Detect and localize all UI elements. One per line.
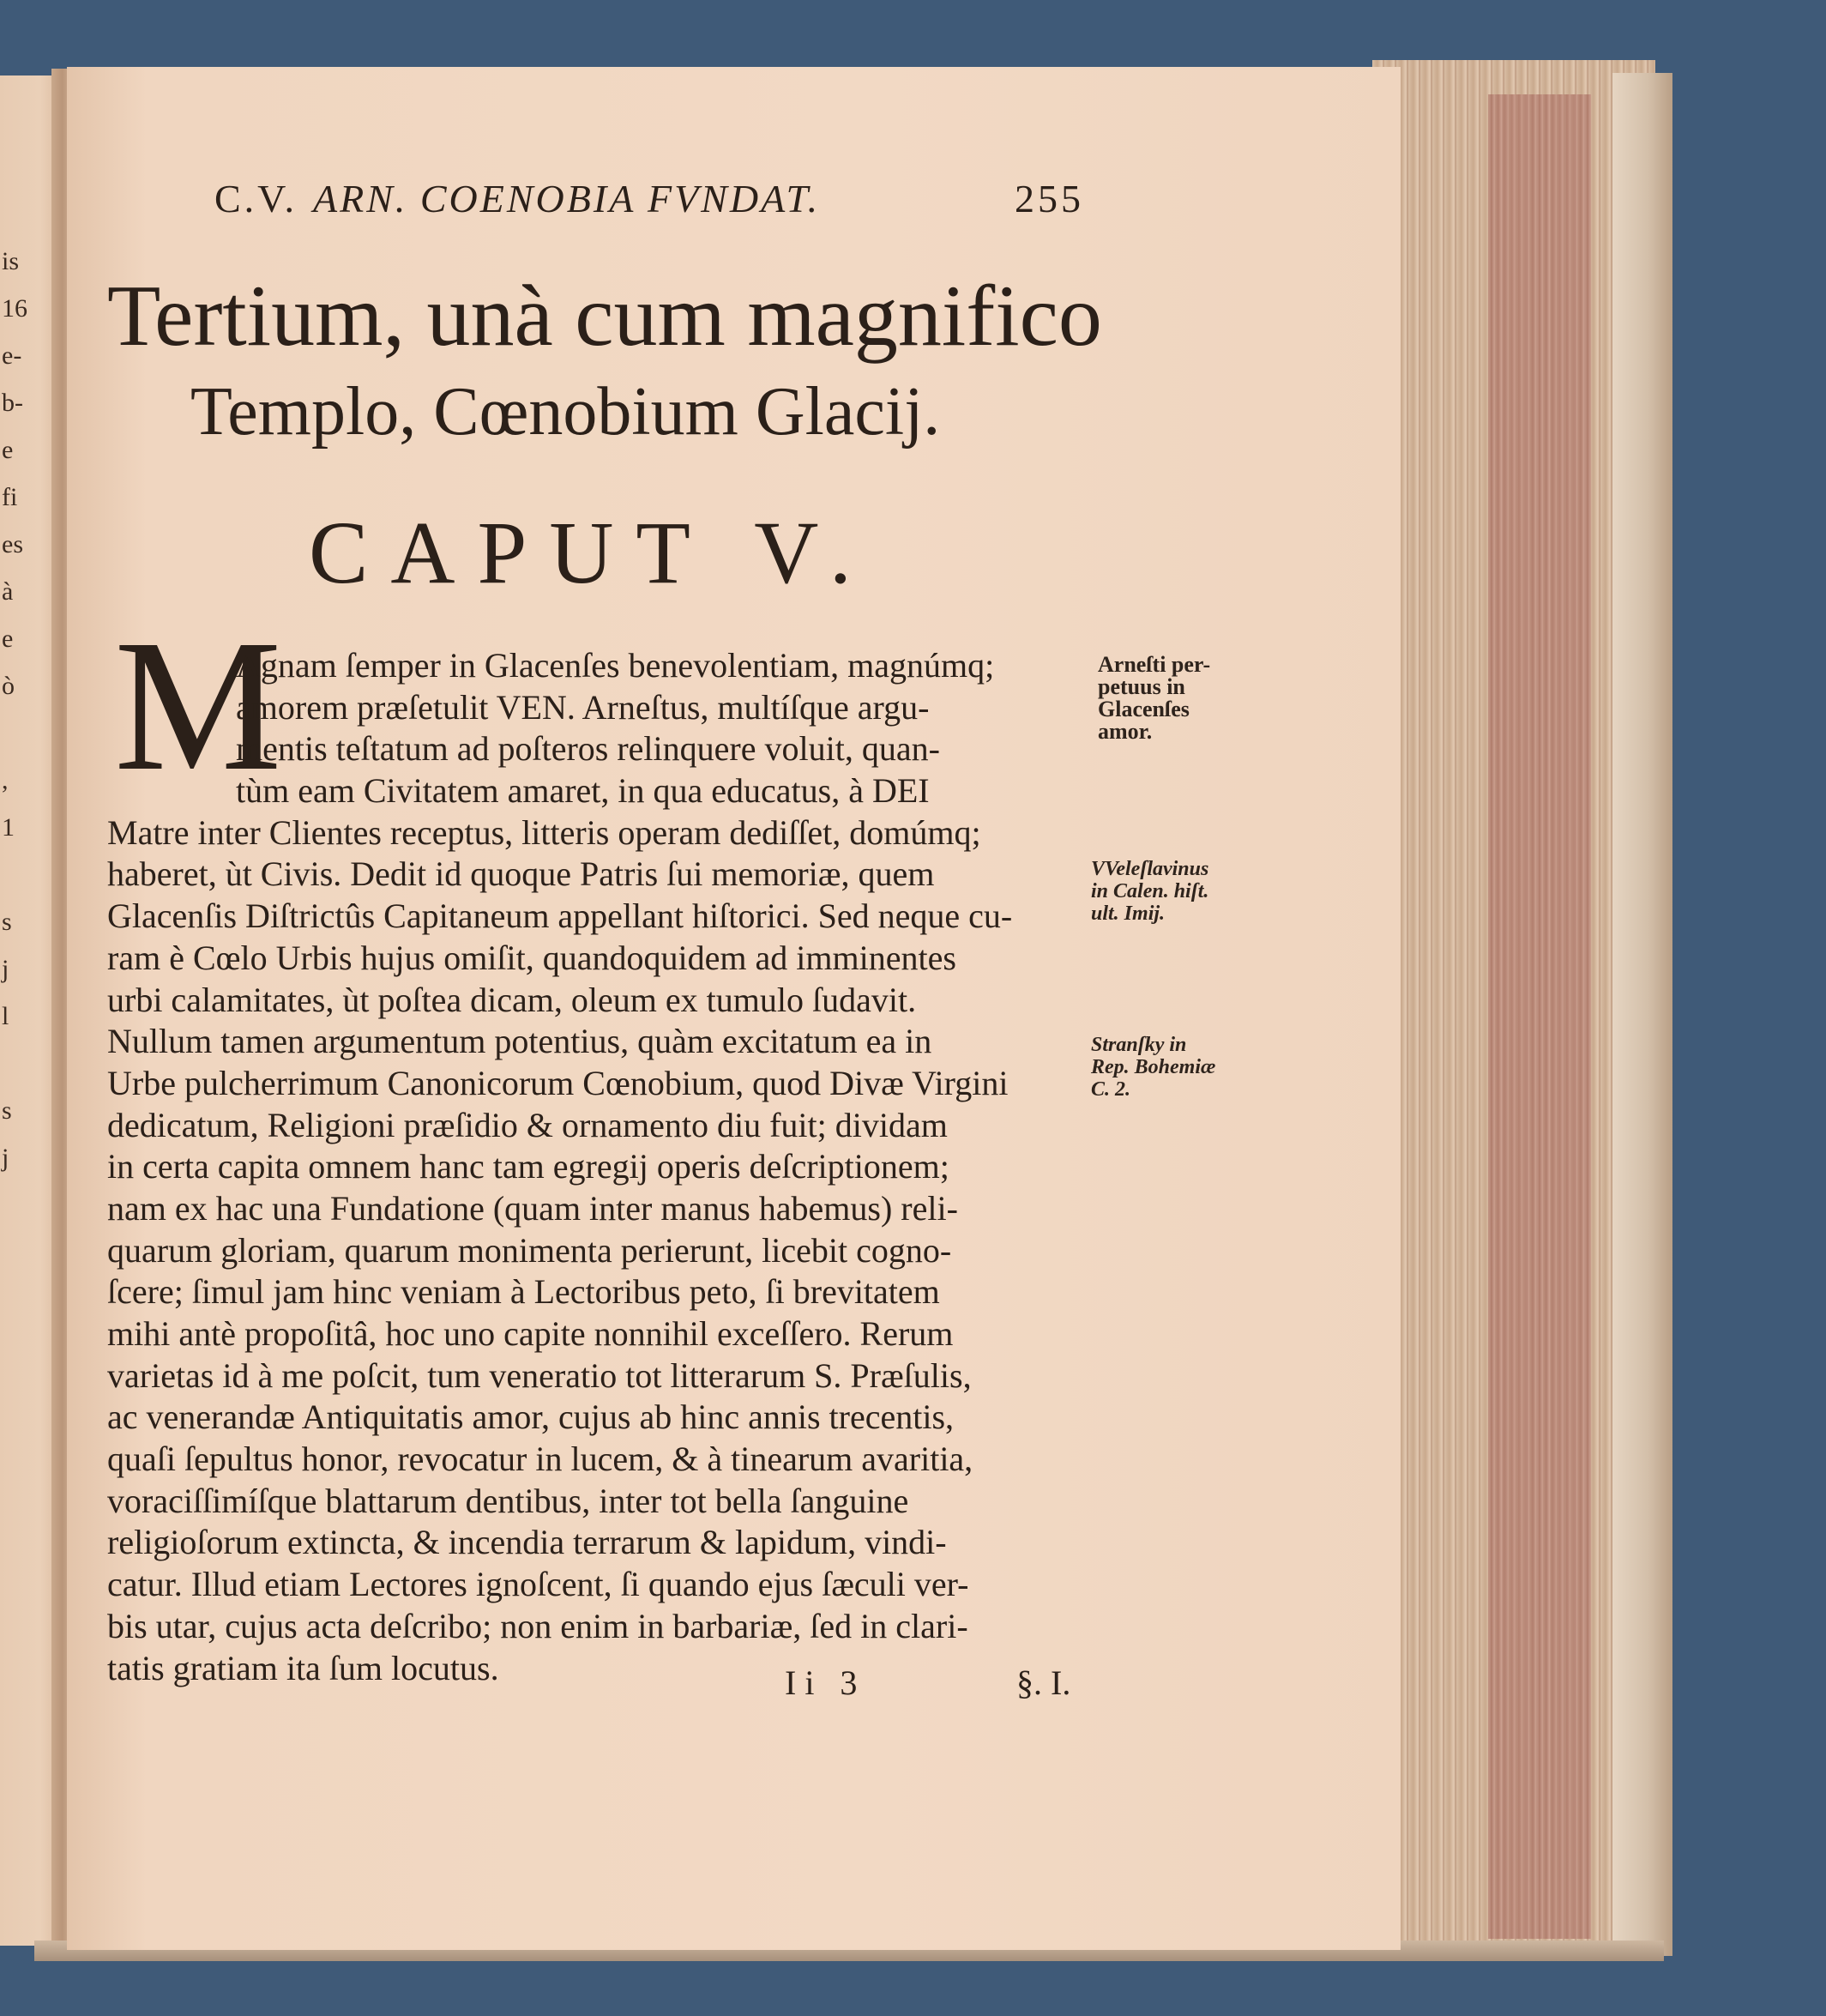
left-page-fragment: l (2, 1002, 9, 1030)
margin-note-line: Rep. Bohemiæ (1091, 1056, 1216, 1078)
body-line: Nullum tamen argumentum potentius, quàm excitatum ea in (107, 1022, 932, 1061)
left-page-fragment: 16 (2, 294, 27, 323)
left-page-fragment: e (2, 625, 14, 653)
left-page-fragment: j (2, 1144, 9, 1172)
margin-note-line: C. 2. (1091, 1078, 1131, 1101)
body-text (107, 645, 1081, 1689)
left-page-fragment: e- (2, 341, 22, 370)
page-number: 255 (1015, 177, 1084, 220)
left-page-fragment: fi (2, 483, 18, 511)
body-line: varietas id à me poſcit, tum veneratio tot litterarum S. Præſulis, (107, 1355, 972, 1395)
left-page-fragment: ò (2, 672, 15, 700)
body-line: haberet, ùt Civis. Dedit id quoque Patris ſui memoriæ, quem (107, 854, 935, 894)
body-line: mentis teſtatum ad poſteros relinquere voluit, quan- (236, 729, 940, 769)
body-line: nam ex hac una Fundatione (quam inter manus habemus) reli- (107, 1188, 958, 1228)
body-line: religioſorum extincta, & incendia terrarum & lapidum, vindi- (107, 1523, 947, 1562)
margin-note-1 (1098, 654, 1210, 743)
margin-note-line: VVeleſlavinus (1091, 858, 1209, 880)
page-footer (107, 1663, 1081, 1705)
margin-note-line: Stranſky in (1091, 1034, 1187, 1056)
body-line: mihi antè propoſitâ, hoc uno capite nonnihil exceſſero. Rerum (107, 1314, 954, 1353)
left-page-fragment: 1 (2, 813, 15, 842)
left-page-fragment: s (2, 908, 12, 936)
left-page-fragment: b- (2, 389, 23, 417)
left-page-fragment: s (2, 1096, 12, 1125)
body-line: Glacenſis Diſtrictûs Capitaneum appellant hiſtorici. Sed neque cu- (107, 896, 1013, 936)
signature-mark: Ii 3 (785, 1663, 866, 1702)
body-line: quaſi ſepultus honor, revocatur in lucem, & à tinearum avaritia, (107, 1440, 973, 1479)
left-page-fragment: is (2, 247, 20, 275)
left-page-fragment: j (2, 955, 9, 983)
body-line: amorem præſetulit VEN. Arneſtus, multíſque argu- (236, 687, 930, 727)
body-line: ram è Cœlo Urbis hujus omiſit, quandoquidem ad imminentes (107, 938, 956, 977)
margin-note-line: petuus in (1098, 674, 1185, 699)
body-line: tùm eam Civitatem amaret, in qua educatus, à DEI (236, 771, 930, 811)
drop-cap: M (114, 601, 282, 810)
catchword: §. I. (1016, 1663, 1071, 1702)
body-line: in certa capita omnem hanc tam egregij operis deſcriptionem; (107, 1147, 949, 1186)
body-line: Agnam ſemper in Glacenſes benevolentiam, magnúmq; (236, 646, 995, 685)
margin-note-line: ult. Imij. (1091, 902, 1166, 925)
margin-note-line: in Calen. hiſt. (1091, 880, 1209, 902)
body-line: ſcere; ſimul jam hinc veniam à Lectoribus peto, ſi brevitatem (107, 1272, 940, 1312)
body-line: Matre inter Clientes receptus, litteris operam dediſſet, domúmq; (107, 812, 981, 852)
left-page-fragment: à (2, 577, 14, 606)
margin-note-line: Glacenſes (1098, 697, 1190, 721)
body-line: Urbe pulcherrimum Canonicorum Cœnobium, quod Divæ Virgini (107, 1063, 1009, 1102)
book-cover-edge (1612, 73, 1672, 1956)
body-line: ac venerandæ Antiquitatis amor, cujus ab hinc annis trecentis, (107, 1397, 955, 1437)
title-line-2: Templo, Cœnobium Glacij. (190, 374, 941, 450)
left-page-fragment: es (2, 530, 23, 558)
margin-note-2 (1091, 858, 1208, 925)
chapter-heading: CAPUT V. (309, 504, 874, 602)
body-line: voraciſſimíſque blattarum dentibus, inter tot bella ſanguine (107, 1481, 909, 1520)
left-page-fragment: e (2, 436, 14, 464)
body-line: urbi calamitates, ùt poſtea dicam, oleum ex tumulo ſudavit. (107, 980, 917, 1019)
book-red-edge (1488, 94, 1591, 1939)
margin-note-3 (1091, 1034, 1215, 1101)
running-head (214, 176, 1084, 236)
margin-note-line: Arneſti per- (1098, 652, 1211, 677)
body-line: dedicatum, Religioni præſidio & ornamento diu fuit; dividam (107, 1105, 948, 1144)
running-head-title: ARN. COENOBIA FVNDAT. (313, 177, 821, 220)
left-page-fragment: , (2, 766, 9, 794)
body-line: quarum gloriam, quarum monimenta perierunt, licebit cogno- (107, 1230, 952, 1270)
running-head-chapter: C.V. (214, 177, 298, 220)
body-line: bis utar, cujus acta deſcribo; non enim in barbariæ, ſed in clari- (107, 1606, 968, 1645)
margin-note-line: amor. (1098, 719, 1153, 744)
body-line: catur. Illud etiam Lectores ignoſcent, ſi quando ejus ſæculi ver- (107, 1565, 969, 1604)
title-line-1: Tertium, unà cum magnifico (107, 268, 1102, 365)
body-line: tatis gratiam ita ſum locutus. (107, 1648, 499, 1687)
